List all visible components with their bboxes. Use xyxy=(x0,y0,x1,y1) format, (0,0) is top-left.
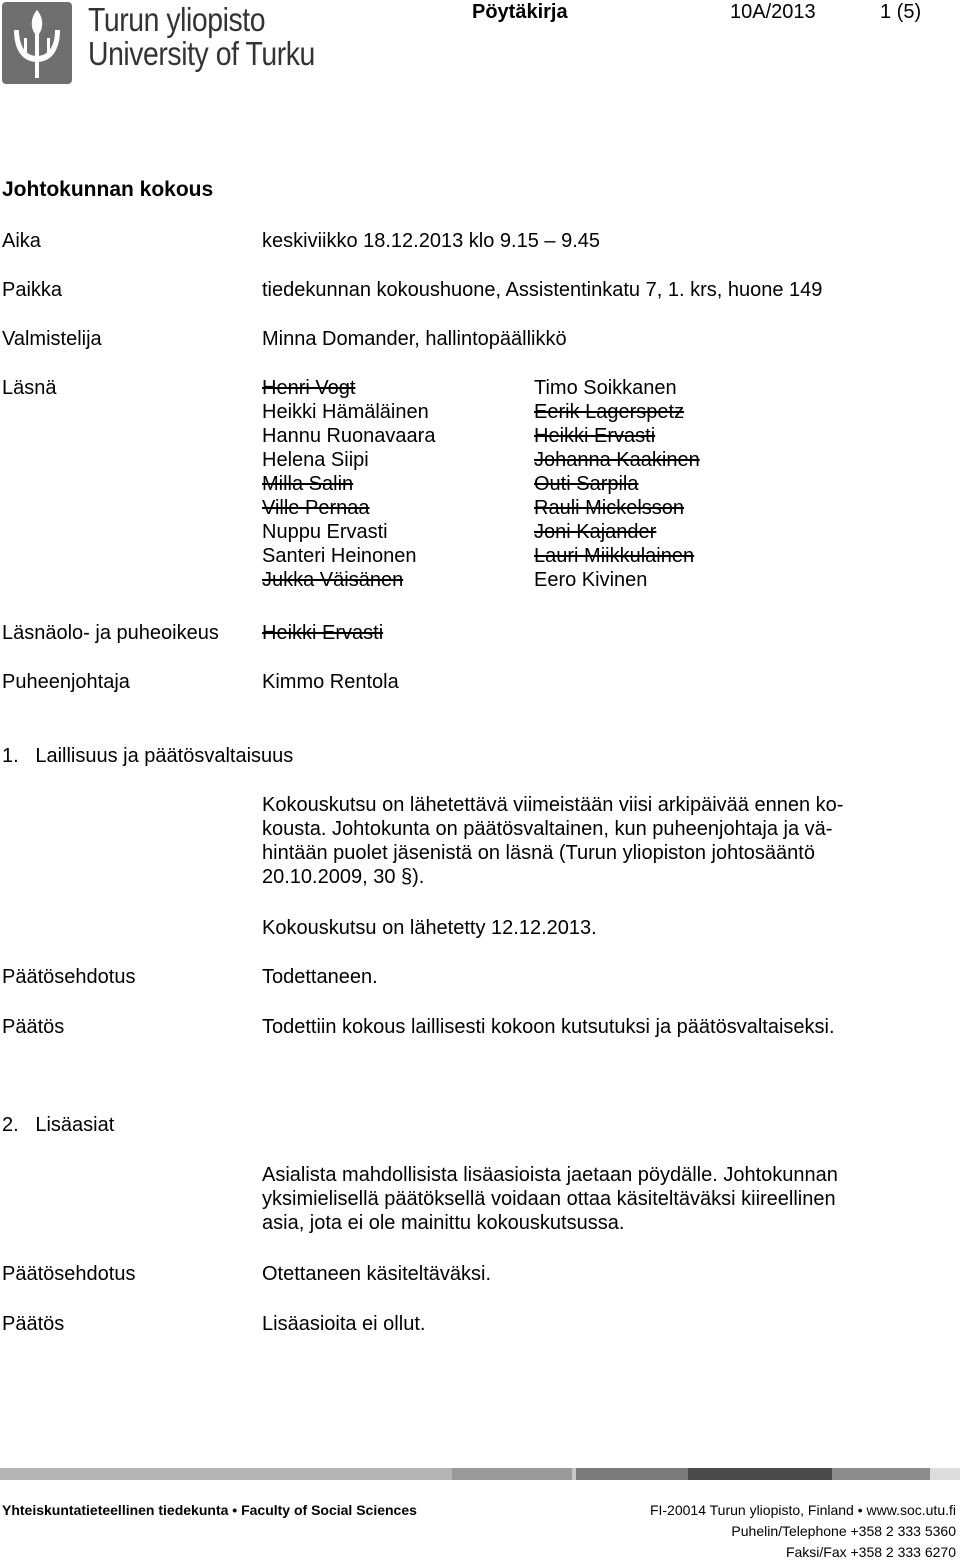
puheoikeus-value: Heikki Ervasti xyxy=(262,622,384,644)
puheenjohtaja-value: Kimmo Rentola xyxy=(262,671,399,693)
attendee: Outi Sarpila xyxy=(534,473,639,495)
attendee: Rauli Mickelsson xyxy=(534,497,685,519)
attendees-column-2 xyxy=(534,376,700,592)
meeting-title: Johtokunnan kokous xyxy=(2,178,214,201)
logo-text-en: University of Turku xyxy=(88,35,315,72)
item-1-heading: 1. Laillisuus ja päätösvaltaisuus xyxy=(2,745,294,767)
text-line: 20.10.2009, 30 §). xyxy=(262,866,425,888)
text-line: yksimielisellä päätöksellä voidaan ottaa käsiteltäväksi kiireellinen xyxy=(262,1188,836,1210)
attendee: Milla Salin xyxy=(262,473,354,495)
item-1-ehdotus-value: Todettaneen. xyxy=(262,966,378,988)
footer-bar-segment xyxy=(0,1468,452,1480)
attendee: Lauri Miikkulainen xyxy=(534,545,695,567)
text-line: kousta. Johtokunta on päätösvaltainen, kun puheenjohtaja ja vä- xyxy=(262,818,833,840)
item-1-note: Kokouskutsu on lähetetty 12.12.2013. xyxy=(262,917,597,939)
puheenjohtaja-label: Puheenjohtaja xyxy=(2,671,130,693)
item-2-heading: 2. Lisäasiat xyxy=(2,1114,115,1136)
item-2-paatos-value: Lisäasioita ei ollut. xyxy=(262,1313,426,1335)
item-2-ehdotus-value: Otettaneen käsiteltäväksi. xyxy=(262,1263,492,1285)
footer-color-bar xyxy=(0,1468,960,1480)
item-1-paatos-value: Todettiin kokous laillisesti kokoon kutsutuksi ja päätösvaltaiseksi. xyxy=(262,1016,835,1038)
footer-bar-segment xyxy=(832,1468,930,1480)
footer-phone: Puhelin/Telephone +358 2 333 5360 xyxy=(731,1523,956,1539)
attendee: Eero Kivinen xyxy=(534,569,648,591)
aika-value: keskiviikko 18.12.2013 klo 9.15 – 9.45 xyxy=(262,230,600,252)
footer-bar-segment xyxy=(452,1468,572,1480)
document-type: Pöytäkirja xyxy=(472,1,568,23)
paikka-value: tiedekunnan kokoushuone, Assistentinkatu 7, 1. krs, huone 149 xyxy=(262,279,823,301)
attendees-column-1 xyxy=(262,376,435,592)
footer-faculty: Yhteiskuntatieteellinen tiedekunta • Faculty of Social Sciences xyxy=(2,1502,417,1518)
attendee: Heikki Ervasti xyxy=(534,425,656,447)
item-1-ehdotus-label: Päätösehdotus xyxy=(2,966,136,988)
attendee: Ville Pernaa xyxy=(262,497,370,519)
text-line: Kokouskutsu on lähetettävä viimeistään viisi arkipäivää ennen ko- xyxy=(262,794,844,816)
item-1-paragraph xyxy=(262,793,942,889)
university-logo-icon xyxy=(0,0,74,86)
attendee: Nuppu Ervasti xyxy=(262,521,388,543)
footer-bar-segment xyxy=(688,1468,832,1480)
valmistelija-label: Valmistelija xyxy=(2,328,102,350)
attendee: Heikki Hämäläinen xyxy=(262,401,429,423)
item-2-paragraph xyxy=(262,1163,942,1235)
footer-bar-segment xyxy=(930,1468,960,1480)
page-number: 1 (5) xyxy=(880,1,922,23)
document-number: 10A/2013 xyxy=(730,1,816,23)
attendee: Santeri Heinonen xyxy=(262,545,417,567)
puheoikeus-label: Läsnäolo- ja puheoikeus xyxy=(2,622,219,644)
footer-fax: Faksi/Fax +358 2 333 6270 xyxy=(785,1544,956,1560)
paikka-label: Paikka xyxy=(2,279,63,301)
attendee: Hannu Ruonavaara xyxy=(262,425,436,447)
footer-bar-segment xyxy=(576,1468,688,1480)
attendee: Helena Siipi xyxy=(262,449,369,471)
attendee: Timo Soikkanen xyxy=(534,377,677,399)
item-2-ehdotus-label: Päätösehdotus xyxy=(2,1263,136,1285)
logo-text-fi: Turun yliopisto xyxy=(88,1,266,38)
attendee: Eerik Lagerspetz xyxy=(534,401,685,423)
item-1-paatos-label: Päätös xyxy=(2,1016,65,1038)
footer-address: FI-20014 Turun yliopisto, Finland • www.soc.utu.fi xyxy=(649,1502,956,1518)
aika-label: Aika xyxy=(2,230,41,252)
attendee: Jukka Väisänen xyxy=(262,569,404,591)
attendee: Joni Kajander xyxy=(534,521,657,543)
lasna-label: Läsnä xyxy=(2,377,57,399)
attendee: Henri Vogt xyxy=(262,377,356,399)
valmistelija-value: Minna Domander, hallintopäällikkö xyxy=(262,328,567,350)
text-line: Asialista mahdollisista lisäasioista jaetaan pöydälle. Johtokunnan xyxy=(262,1164,838,1186)
text-line: asia, jota ei ole mainittu kokouskutsussa. xyxy=(262,1212,625,1234)
text-line: hintään puolet jäsenistä on läsnä (Turun yliopiston johtosääntö xyxy=(262,842,815,864)
item-2-paatos-label: Päätös xyxy=(2,1313,65,1335)
attendee: Johanna Kaakinen xyxy=(534,449,700,471)
